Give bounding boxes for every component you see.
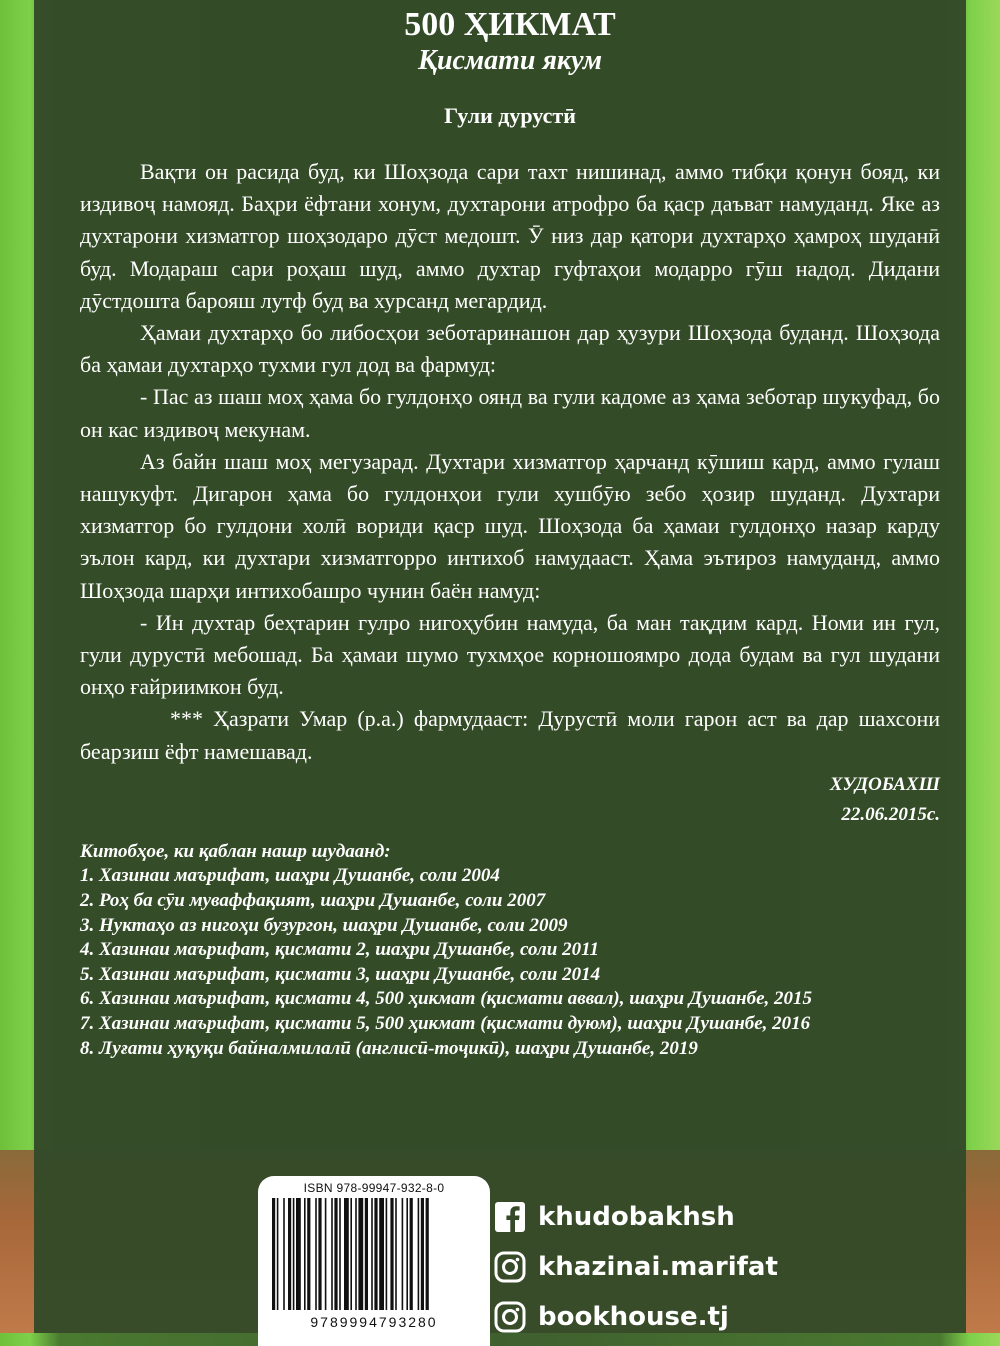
social-instagram-2[interactable] (494, 1292, 778, 1342)
book-item: 6. Хазинаи маърифат, қисмати 4, 500 ҳикмат (қисмати аввал), шаҳри Душанбе, 2015 (80, 988, 813, 1010)
book-item: 1. Хазинаи маърифат, шаҳри Душанбе, соли 2004 (80, 865, 500, 887)
story-date: 22.06.2015с. (841, 803, 940, 825)
barcode-bar (374, 1198, 377, 1310)
barcode-bar (277, 1198, 279, 1310)
cover-footer (34, 1176, 966, 1333)
barcode-bar (379, 1198, 384, 1310)
cover-panel (34, 0, 966, 1333)
barcode-bar (331, 1198, 333, 1310)
instagram-icon (494, 1301, 526, 1333)
book-item: 5. Хазинаи маърифат, қисмати 3, шаҳри Душанбе, соли 2014 (80, 963, 601, 985)
barcode-bar (315, 1198, 317, 1310)
book-item: 8. Луғати ҳуқуқи байналмилалӣ (англисӣ-тоҷикӣ), шаҳри Душанбе, 2019 (80, 1037, 698, 1059)
barcode-bar (371, 1198, 373, 1310)
book-item: 7. Хазинаи маърифат, қисмати 5, 500 ҳикмат (қисмати дуюм), шаҳри Душанбе, 2016 (80, 1013, 811, 1035)
story-paragraph: - Пас аз шаш моҳ ҳама бо гулдонҳо оянд ва гули кадоме аз ҳама зеботар шукуфад, бо он кас издивоҷ мекунам. (80, 384, 940, 442)
instagram-icon (494, 1251, 526, 1283)
published-books-list (80, 840, 940, 1061)
barcode-bar (402, 1198, 404, 1310)
barcode-bar (390, 1198, 393, 1310)
book-item: 3. Нуктаҳо аз нигоҳи бузургон, шаҳри Душанбе, соли 2009 (80, 914, 568, 936)
story-body (80, 156, 940, 768)
barcode-bar (325, 1198, 327, 1310)
barcode-bar (386, 1198, 388, 1310)
barcode-digits: 9789994793280 (310, 1314, 438, 1330)
social-facebook[interactable] (494, 1192, 778, 1242)
barcode-bar (395, 1198, 397, 1310)
barcode-bar (307, 1198, 310, 1310)
barcode-bar (339, 1198, 341, 1310)
isbn-label: ISBN 978-99947-932-8-0 (303, 1181, 445, 1195)
barcode-bar (293, 1198, 295, 1310)
author-name: ХУДОБАХШ (829, 773, 940, 795)
story-paragraph: Аз байн шаш моҳ мегузарад. Духтари хизматгор ҳарчанд кӯшиш кард, аммо гулаш нашукуфт. Дигарон ҳама бо гулдонҳои гули хушбӯю зебо ҳозир шуданд. Духтари хизматгор бо гулдони холӣ вориди қаср шуд. Шоҳзода ба ҳамаи гулдонҳо назар карду эълон кард, ки духтари хизматгорро интихоб намудааст. Ҳама эътироз намуданд, аммо Шоҳзода шарҳи интихобашро чунин баён намуд: (80, 448, 940, 603)
books-heading: Китобҳое, ки қаблан нашр шудаанд: (80, 840, 391, 862)
barcode-bar (355, 1198, 357, 1310)
barcode-bars (272, 1198, 476, 1310)
barcode-bar (365, 1198, 368, 1310)
barcode-bar (358, 1198, 363, 1310)
barcode-bar (272, 1198, 275, 1310)
barcode-bar (283, 1198, 285, 1310)
barcode-bar (304, 1198, 306, 1310)
story-paragraph: Вақти он расида буд, ки Шоҳзода сари тахт нишинад, аммо тибқи қонун бояд, ки издивоҷ намояд. Баҳри ёфтани хонум, духтарони атрофро ба қаср даъват намуданд. Яке аз духтарони хизматгор шоҳзодаро дӯст медошт. Ӯ низ дар қатори духтарҳо ҳамроҳ шуданӣ буд. Модараш сари роҳаш шуд, аммо духтар гуфтаҳои модарро гӯш надод. Дидани дӯстдошта барояш лутф буд ва хурсанд мегардид. (80, 159, 940, 313)
instagram-handle: bookhouse.tj (538, 1302, 729, 1332)
barcode-bar (288, 1198, 291, 1310)
instagram-handle: khazinai.marifat (538, 1252, 778, 1282)
barcode-bar (426, 1198, 429, 1310)
social-links (494, 1192, 778, 1342)
facebook-handle: khudobakhsh (538, 1202, 735, 1232)
story-title: Гули дурустӣ (444, 103, 576, 128)
barcode-bar (296, 1198, 301, 1310)
book-subtitle: Қисмати якум (417, 45, 603, 76)
barcode-bar (406, 1198, 408, 1310)
book-title: 500 ҲИКМАТ (404, 6, 616, 43)
story-paragraph: Ҳамаи духтарҳо бо либосҳои зеботаринашон дар ҳузури Шоҳзода буданд. Шоҳзода ба ҳамаи духтарҳо тухми гул дод ва фармуд: (80, 320, 940, 378)
facebook-icon (494, 1201, 526, 1233)
story-quote: *** Ҳазрати Умар (р.а.) фармудааст: Дурустӣ моли гарон аст ва дар шахсони беарзиш ёфт намешавад. (80, 706, 940, 764)
barcode-bar (418, 1198, 420, 1310)
social-instagram-1[interactable] (494, 1242, 778, 1292)
barcode (258, 1176, 490, 1346)
barcode-bar (421, 1198, 424, 1310)
barcode-bar (344, 1198, 349, 1310)
barcode-bar (350, 1198, 352, 1310)
book-item: 2. Роҳ ба сӯи муваффақият, шаҳри Душанбе, соли 2007 (80, 890, 546, 912)
barcode-bar (334, 1198, 337, 1310)
barcode-bar (318, 1198, 321, 1310)
story-paragraph: - Ин духтар беҳтарин гулро нигоҳубин намуда, ба ман тақдим кард. Номи ин гул, гули дурустӣ мебошад. Ба ҳамаи шумо тухмҳое корношоямро дода будам ва гул шудани онҳо ғайриимкон буд. (80, 609, 940, 700)
barcode-bar (410, 1198, 413, 1310)
author-signature (80, 770, 940, 830)
book-item: 4. Хазинаи маърифат, қисмати 2, шаҳри Душанбе, соли 2011 (80, 939, 600, 961)
